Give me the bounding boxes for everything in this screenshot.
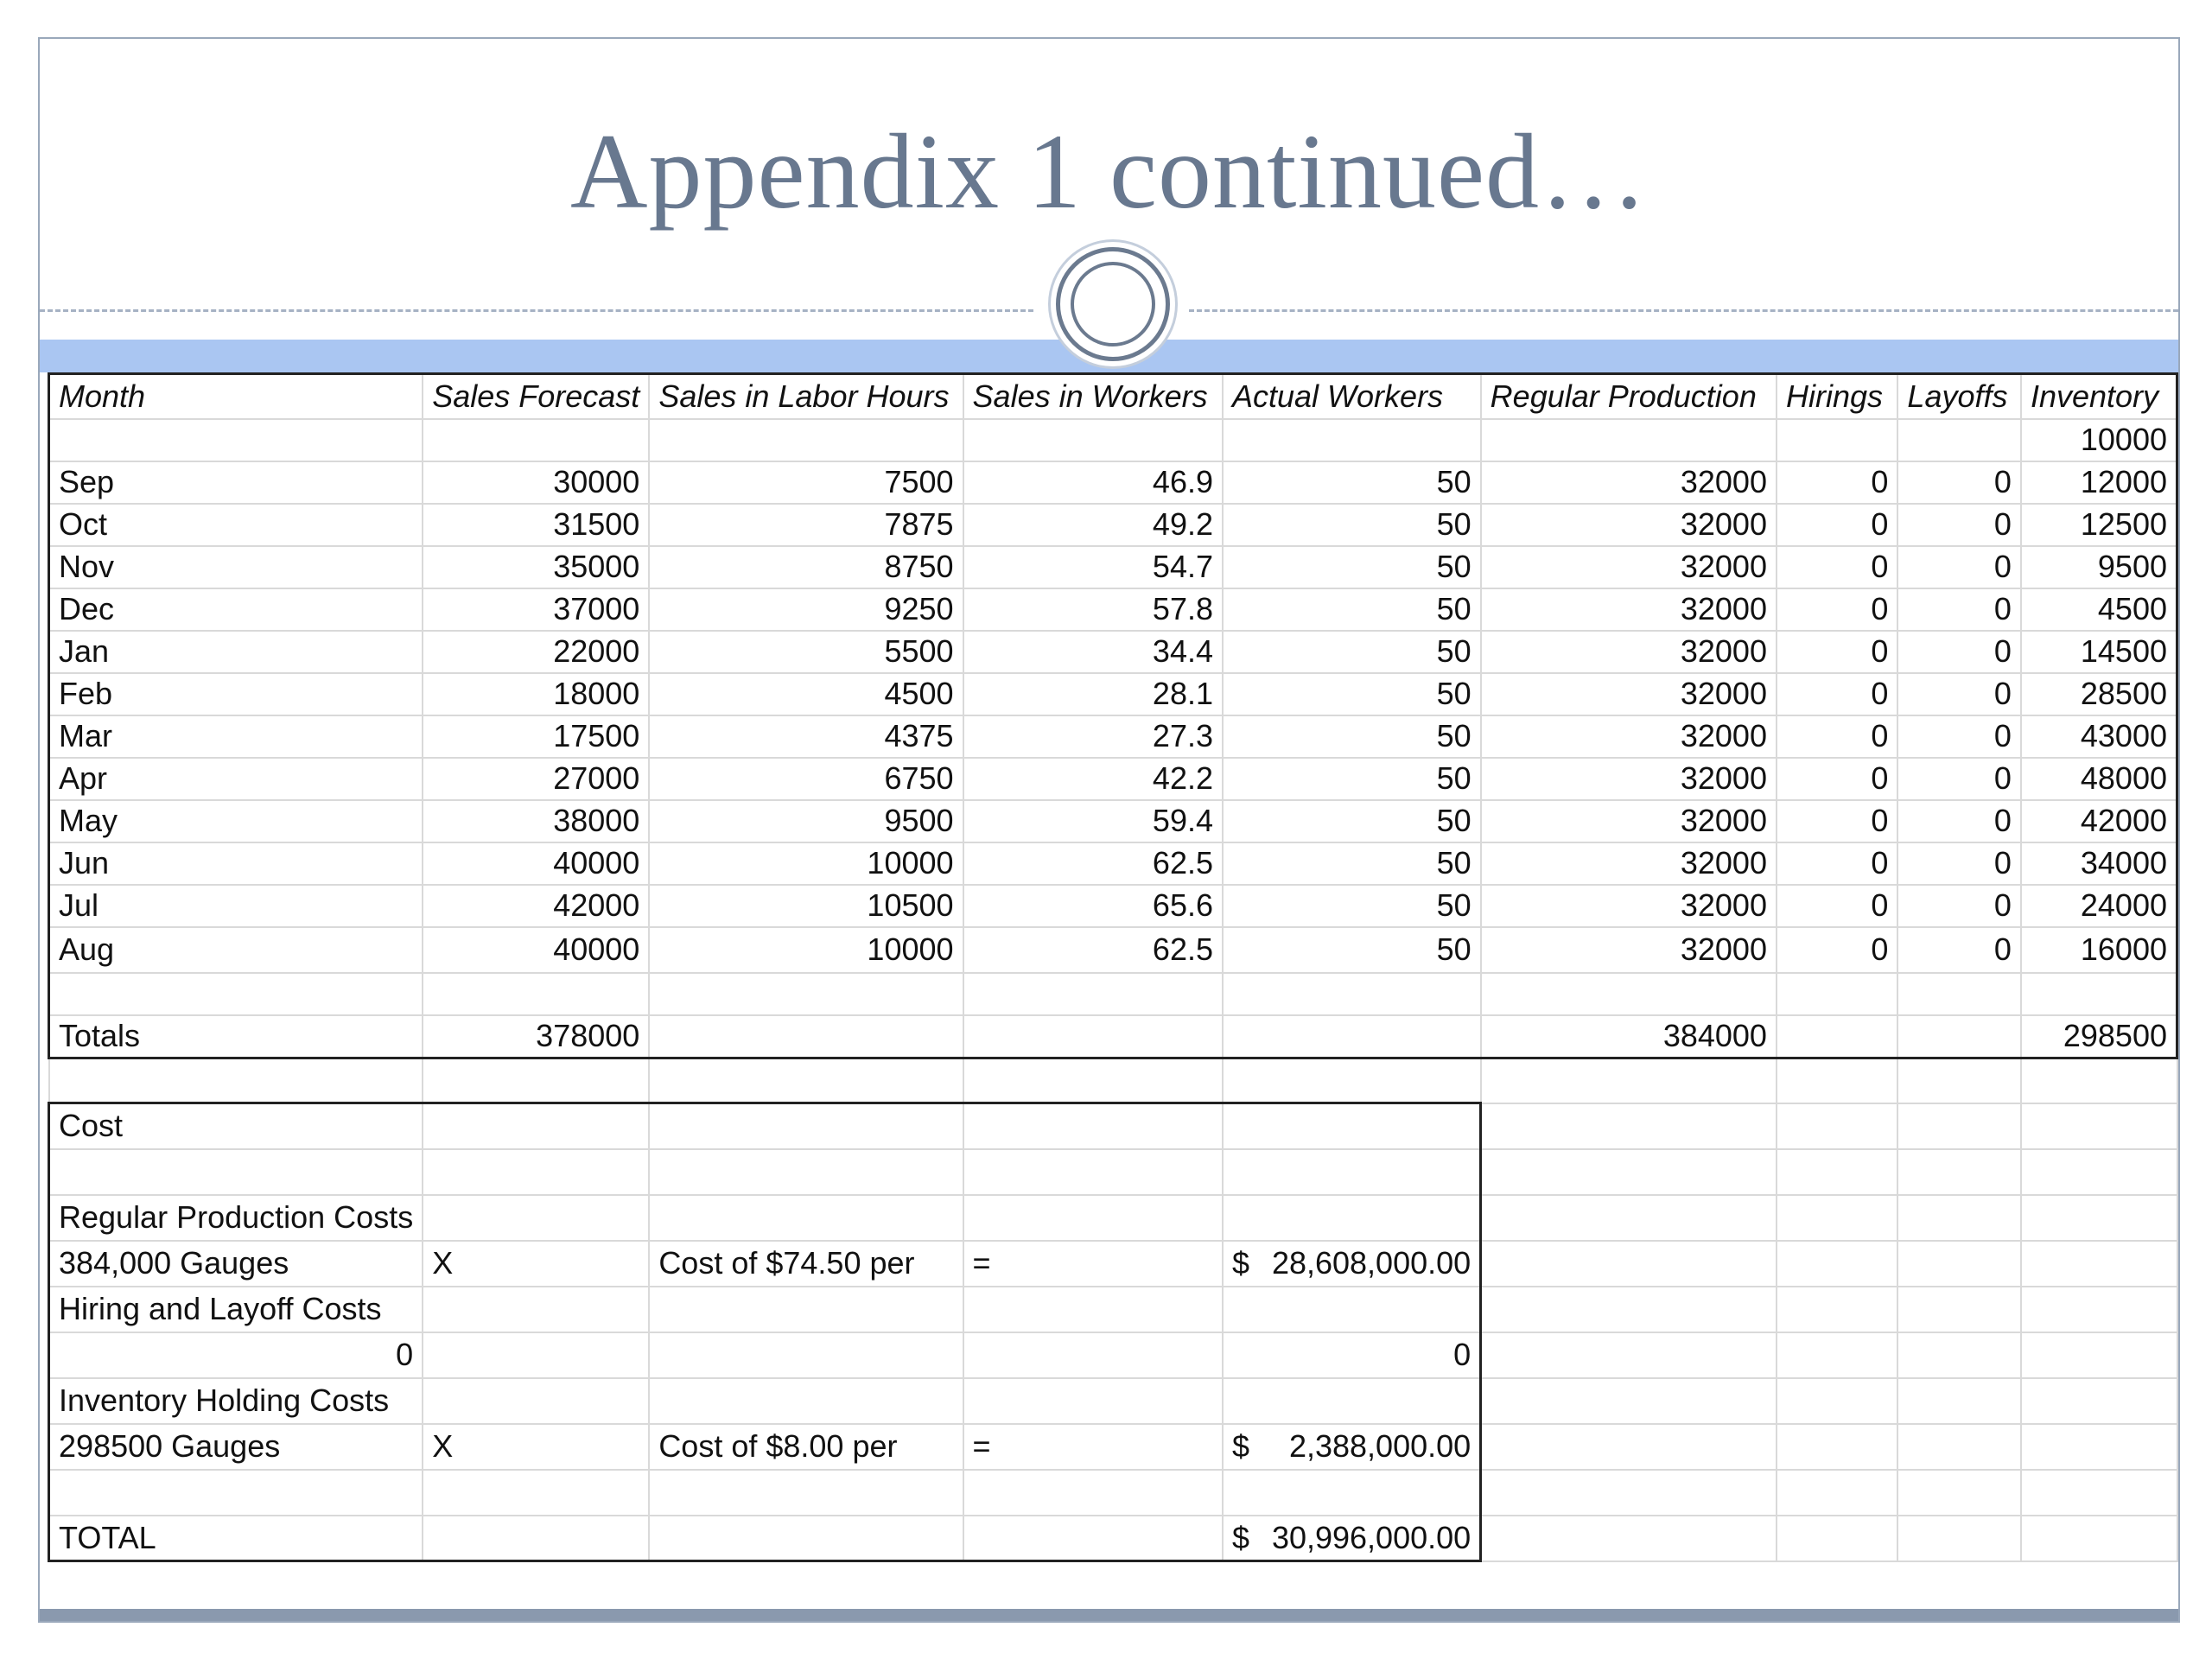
total-amount: [1223, 1516, 1481, 1561]
table-cell: [2021, 1103, 2177, 1149]
table-row: [49, 927, 2177, 973]
cell-hirings: 0: [1777, 461, 1897, 504]
initial-inventory: 10000: [2021, 419, 2177, 461]
cell-actual: 50: [1223, 461, 1481, 504]
amount-value: 2,388,000.00: [1288, 1428, 1471, 1464]
cell-month: Jun: [49, 842, 423, 885]
cell-labor_hours: 7875: [649, 504, 963, 546]
header-workers: Sales in Workers: [963, 374, 1223, 419]
regular-cost-row: [49, 1241, 2177, 1287]
table-cell: [649, 1470, 963, 1516]
cell-production: 32000: [1481, 504, 1777, 546]
table-cell: [423, 1103, 649, 1149]
cell-hirings: 0: [1777, 927, 1897, 973]
cell-month: Aug: [49, 927, 423, 973]
table-cell: [1481, 1378, 1777, 1424]
cell-hirings: 0: [1777, 800, 1897, 842]
table-cell: [1897, 1424, 2021, 1470]
cell-workers: 49.2: [963, 504, 1223, 546]
cell-forecast: 40000: [423, 842, 649, 885]
table-cell: [1897, 1332, 2021, 1378]
cell-labor_hours: 8750: [649, 546, 963, 588]
dashed-divider-right: [1189, 309, 2178, 312]
table-cell: [1897, 1516, 2021, 1561]
table-cell: [1223, 1470, 1481, 1516]
table-cell: [1897, 1470, 2021, 1516]
cell-month: Oct: [49, 504, 423, 546]
table-cell: [649, 1058, 963, 1103]
regular-quantity: 384,000 Gauges: [49, 1241, 423, 1287]
cell-inventory: 48000: [2021, 758, 2177, 800]
cell-actual: 50: [1223, 631, 1481, 673]
cell-inventory: 28500: [2021, 673, 2177, 715]
table-cell: [649, 1103, 963, 1149]
table-cell: [1897, 1058, 2021, 1103]
cell-layoffs: 0: [1897, 885, 2021, 927]
table-cell: [1777, 1103, 1897, 1149]
cell-actual: 50: [1223, 588, 1481, 631]
table-cell: [1223, 1103, 1481, 1149]
table-cell: [1777, 1195, 1897, 1241]
table-cell: [1777, 1149, 1897, 1195]
cell-labor_hours: 4375: [649, 715, 963, 758]
cell-forecast: 42000: [423, 885, 649, 927]
cell-layoffs: 0: [1897, 673, 2021, 715]
cell-inventory: 43000: [2021, 715, 2177, 758]
table-cell: [649, 1332, 963, 1378]
cell-workers: 57.8: [963, 588, 1223, 631]
table-cell: [1481, 1058, 1777, 1103]
cell-hirings: 0: [1777, 588, 1897, 631]
totals-inventory: 298500: [2021, 1015, 2177, 1058]
cell-inventory: 16000: [2021, 927, 2177, 973]
table-cell: [2021, 1516, 2177, 1561]
cell-forecast: 18000: [423, 673, 649, 715]
table-cell: [1481, 1195, 1777, 1241]
cell-production: 32000: [1481, 546, 1777, 588]
totals-row: [49, 1015, 2177, 1058]
cell-month: Sep: [49, 461, 423, 504]
table-cell: [1897, 1287, 2021, 1332]
cell-month: May: [49, 800, 423, 842]
cell-workers: 34.4: [963, 631, 1223, 673]
table-cell: [423, 973, 649, 1015]
cell-month: Dec: [49, 588, 423, 631]
table-cell: [49, 419, 423, 461]
cell-production: 32000: [1481, 461, 1777, 504]
table-cell: [1777, 1015, 1897, 1058]
table-cell: [1777, 973, 1897, 1015]
cell-month: Nov: [49, 546, 423, 588]
cell-layoffs: 0: [1897, 546, 2021, 588]
cell-labor_hours: 9500: [649, 800, 963, 842]
table-cell: [2021, 1332, 2177, 1378]
table-cell: [649, 419, 963, 461]
inventory-rate: Cost of $8.00 per: [649, 1424, 963, 1470]
header-hirings: Hirings: [1777, 374, 1897, 419]
cell-month: Apr: [49, 758, 423, 800]
cost-heading-row: [49, 1103, 2177, 1149]
cell-forecast: 27000: [423, 758, 649, 800]
table-cell: [1897, 419, 2021, 461]
cell-month: Jul: [49, 885, 423, 927]
slide: [38, 37, 2180, 1623]
total-row: [49, 1516, 2177, 1561]
table-cell: [1481, 419, 1777, 461]
inventory-cost-row: [49, 1424, 2177, 1470]
table-cell: [1777, 1424, 1897, 1470]
table-cell: [423, 1516, 649, 1561]
cell-forecast: 35000: [423, 546, 649, 588]
table-cell: [963, 973, 1223, 1015]
cell-production: 32000: [1481, 842, 1777, 885]
cell-forecast: 30000: [423, 461, 649, 504]
cell-inventory: 12000: [2021, 461, 2177, 504]
table-cell: [1223, 1015, 1481, 1058]
cell-hirings: 0: [1777, 546, 1897, 588]
cell-labor_hours: 5500: [649, 631, 963, 673]
table-cell: [1223, 419, 1481, 461]
table-row: [49, 588, 2177, 631]
header-actual: Actual Workers: [1223, 374, 1481, 419]
table-cell: [1777, 1470, 1897, 1516]
cell-labor_hours: 10500: [649, 885, 963, 927]
total-label: TOTAL: [49, 1516, 423, 1561]
cell-month: Mar: [49, 715, 423, 758]
cell-month: Jan: [49, 631, 423, 673]
table-cell: [423, 1470, 649, 1516]
table-cell: [2021, 1241, 2177, 1287]
cell-layoffs: 0: [1897, 461, 2021, 504]
cell-workers: 62.5: [963, 842, 1223, 885]
table-cell: [963, 1149, 1223, 1195]
table-cell: [1481, 1149, 1777, 1195]
totals-label: Totals: [49, 1015, 423, 1058]
cell-forecast: 31500: [423, 504, 649, 546]
inventory-costs-heading: Inventory Holding Costs: [49, 1378, 423, 1424]
table-cell: [1897, 1103, 2021, 1149]
table-cell: [1223, 1287, 1481, 1332]
table-cell: [649, 1378, 963, 1424]
cell-inventory: 42000: [2021, 800, 2177, 842]
table-cell: [1223, 1195, 1481, 1241]
header-row: [49, 374, 2177, 419]
cell-inventory: 34000: [2021, 842, 2177, 885]
table-cell: [423, 1195, 649, 1241]
cell-hirings: 0: [1777, 715, 1897, 758]
cost-blank-row: [49, 1470, 2177, 1516]
cell-hirings: 0: [1777, 504, 1897, 546]
table-cell: [423, 1332, 649, 1378]
cell-workers: 46.9: [963, 461, 1223, 504]
table-cell: [423, 1378, 649, 1424]
table-cell: [49, 973, 423, 1015]
cell-hirings: 0: [1777, 842, 1897, 885]
cell-forecast: 40000: [423, 927, 649, 973]
table-cell: [2021, 1287, 2177, 1332]
table-cell: [1223, 1149, 1481, 1195]
table-cell: [1223, 1058, 1481, 1103]
cell-layoffs: 0: [1897, 842, 2021, 885]
table-cell: [649, 1015, 963, 1058]
table-cell: [423, 1287, 649, 1332]
cell-forecast: 17500: [423, 715, 649, 758]
cell-actual: 50: [1223, 885, 1481, 927]
table-cell: [1897, 1195, 2021, 1241]
table-cell: [49, 1470, 423, 1516]
cell-workers: 42.2: [963, 758, 1223, 800]
table-cell: [1897, 1378, 2021, 1424]
hiring-costs-heading: Hiring and Layoff Costs: [49, 1287, 423, 1332]
cell-inventory: 9500: [2021, 546, 2177, 588]
cell-inventory: 12500: [2021, 504, 2177, 546]
cell-layoffs: 0: [1897, 715, 2021, 758]
table-cell: [963, 419, 1223, 461]
table-cell: [963, 1332, 1223, 1378]
totals-forecast: 378000: [423, 1015, 649, 1058]
circle-ornament-icon: [1056, 247, 1170, 361]
table-row: [49, 842, 2177, 885]
cost-heading: Cost: [49, 1103, 423, 1149]
header-month: Month: [49, 374, 423, 419]
multiply-sign: X: [423, 1241, 649, 1287]
table-row: [49, 885, 2177, 927]
table-cell: [423, 1058, 649, 1103]
table-cell: [2021, 1149, 2177, 1195]
regular-heading-row: [49, 1195, 2177, 1241]
inventory-heading-row: [49, 1378, 2177, 1424]
cell-actual: 50: [1223, 758, 1481, 800]
cell-actual: 50: [1223, 842, 1481, 885]
footer-bar: [40, 1609, 2178, 1623]
cell-workers: 28.1: [963, 673, 1223, 715]
table-cell: [1777, 1332, 1897, 1378]
cell-layoffs: 0: [1897, 800, 2021, 842]
table-cell: [423, 1149, 649, 1195]
cell-production: 32000: [1481, 588, 1777, 631]
table-cell: [649, 973, 963, 1015]
cell-labor_hours: 9250: [649, 588, 963, 631]
cell-labor_hours: 6750: [649, 758, 963, 800]
regular-amount: [1223, 1241, 1481, 1287]
hiring-cost-row: [49, 1332, 2177, 1378]
amount-value: 30,996,000.00: [1271, 1519, 1471, 1555]
table-cell: [963, 1470, 1223, 1516]
cell-labor_hours: 10000: [649, 842, 963, 885]
cell-layoffs: 0: [1897, 504, 2021, 546]
cell-workers: 54.7: [963, 546, 1223, 588]
equals-sign: =: [963, 1424, 1223, 1470]
table-cell: [1777, 1058, 1897, 1103]
table-row: [49, 631, 2177, 673]
table-cell: [963, 1058, 1223, 1103]
cell-workers: 27.3: [963, 715, 1223, 758]
dashed-divider-left: [40, 309, 1033, 312]
table-cell: [49, 1149, 423, 1195]
cell-actual: 50: [1223, 546, 1481, 588]
table-cell: [963, 1287, 1223, 1332]
cell-forecast: 38000: [423, 800, 649, 842]
table-cell: [2021, 1378, 2177, 1424]
table-cell: [963, 1516, 1223, 1561]
table-cell: [1897, 1149, 2021, 1195]
table-cell: [1481, 1287, 1777, 1332]
currency-symbol: $: [1232, 1519, 1250, 1555]
table-row: [49, 461, 2177, 504]
cell-production: 32000: [1481, 758, 1777, 800]
header-labor-hours: Sales in Labor Hours: [649, 374, 963, 419]
table-cell: [2021, 973, 2177, 1015]
cell-layoffs: 0: [1897, 758, 2021, 800]
hiring-heading-row: [49, 1287, 2177, 1332]
table-cell: [649, 1149, 963, 1195]
cell-hirings: 0: [1777, 673, 1897, 715]
header-inventory: Inventory: [2021, 374, 2177, 419]
cell-hirings: 0: [1777, 631, 1897, 673]
hiring-amount: 0: [1223, 1332, 1481, 1378]
cell-workers: 62.5: [963, 927, 1223, 973]
table-cell: [1777, 419, 1897, 461]
cell-workers: 59.4: [963, 800, 1223, 842]
table-cell: [2021, 1195, 2177, 1241]
table-row: [49, 800, 2177, 842]
cell-forecast: 37000: [423, 588, 649, 631]
cell-production: 32000: [1481, 800, 1777, 842]
regular-costs-heading: Regular Production Costs: [49, 1195, 423, 1241]
cell-inventory: 14500: [2021, 631, 2177, 673]
cell-hirings: 0: [1777, 758, 1897, 800]
table-cell: [2021, 1424, 2177, 1470]
cell-production: 32000: [1481, 885, 1777, 927]
equals-sign: =: [963, 1241, 1223, 1287]
table-row: [49, 504, 2177, 546]
cell-production: 32000: [1481, 927, 1777, 973]
cell-month: Feb: [49, 673, 423, 715]
inventory-amount: [1223, 1424, 1481, 1470]
table-cell: [649, 1287, 963, 1332]
cell-labor_hours: 10000: [649, 927, 963, 973]
cell-actual: 50: [1223, 800, 1481, 842]
totals-production: 384000: [1481, 1015, 1777, 1058]
cell-workers: 65.6: [963, 885, 1223, 927]
table-cell: [2021, 1058, 2177, 1103]
cell-production: 32000: [1481, 631, 1777, 673]
cell-layoffs: 0: [1897, 631, 2021, 673]
cell-production: 32000: [1481, 715, 1777, 758]
cell-layoffs: 0: [1897, 588, 2021, 631]
cell-inventory: 4500: [2021, 588, 2177, 631]
header-layoffs: Layoffs: [1897, 374, 2021, 419]
table-cell: [1777, 1378, 1897, 1424]
table-cell: [1481, 1516, 1777, 1561]
initial-row: [49, 419, 2177, 461]
cell-actual: 50: [1223, 673, 1481, 715]
header-forecast: Sales Forecast: [423, 374, 649, 419]
table-cell: [649, 1195, 963, 1241]
amount-value: 28,608,000.00: [1271, 1245, 1471, 1281]
currency-symbol: $: [1232, 1245, 1250, 1281]
inventory-quantity: 298500 Gauges: [49, 1424, 423, 1470]
table-cell: [1897, 1241, 2021, 1287]
slide-title: Appendix 1 continued…: [569, 112, 1648, 231]
cell-hirings: 0: [1777, 885, 1897, 927]
table-row: [49, 758, 2177, 800]
table-cell: [1481, 1470, 1777, 1516]
table-cell: [1777, 1516, 1897, 1561]
blank-row: [49, 973, 2177, 1015]
cell-inventory: 24000: [2021, 885, 2177, 927]
multiply-sign: X: [423, 1424, 649, 1470]
cost-blank-row: [49, 1149, 2177, 1195]
table-cell: [1223, 973, 1481, 1015]
table-cell: [1481, 1241, 1777, 1287]
table-cell: [1481, 973, 1777, 1015]
cell-actual: 50: [1223, 504, 1481, 546]
table-cell: [1897, 1015, 2021, 1058]
cell-actual: 50: [1223, 715, 1481, 758]
regular-rate: Cost of $74.50 per: [649, 1241, 963, 1287]
table-cell: [963, 1378, 1223, 1424]
currency-symbol: $: [1232, 1428, 1250, 1464]
cell-labor_hours: 4500: [649, 673, 963, 715]
table-row: [49, 673, 2177, 715]
table-cell: [963, 1015, 1223, 1058]
table-cell: [423, 419, 649, 461]
spacer-row: [49, 1058, 2177, 1103]
cell-layoffs: 0: [1897, 927, 2021, 973]
table-row: [49, 715, 2177, 758]
table-cell: [2021, 1470, 2177, 1516]
cell-forecast: 22000: [423, 631, 649, 673]
spreadsheet: [40, 372, 2178, 1609]
table-cell: [1481, 1332, 1777, 1378]
table-cell: [49, 1058, 423, 1103]
table-cell: [963, 1195, 1223, 1241]
cell-labor_hours: 7500: [649, 461, 963, 504]
table-cell: [1777, 1287, 1897, 1332]
cell-actual: 50: [1223, 927, 1481, 973]
table-row: [49, 546, 2177, 588]
table-cell: [963, 1103, 1223, 1149]
cell-production: 32000: [1481, 673, 1777, 715]
production-table: [48, 372, 2178, 1562]
header-production: Regular Production: [1481, 374, 1777, 419]
table-cell: [1897, 973, 2021, 1015]
table-cell: [649, 1516, 963, 1561]
table-cell: [1777, 1241, 1897, 1287]
table-cell: [1481, 1103, 1777, 1149]
table-cell: [1481, 1424, 1777, 1470]
table-cell: [1223, 1378, 1481, 1424]
hiring-quantity: 0: [49, 1332, 423, 1378]
